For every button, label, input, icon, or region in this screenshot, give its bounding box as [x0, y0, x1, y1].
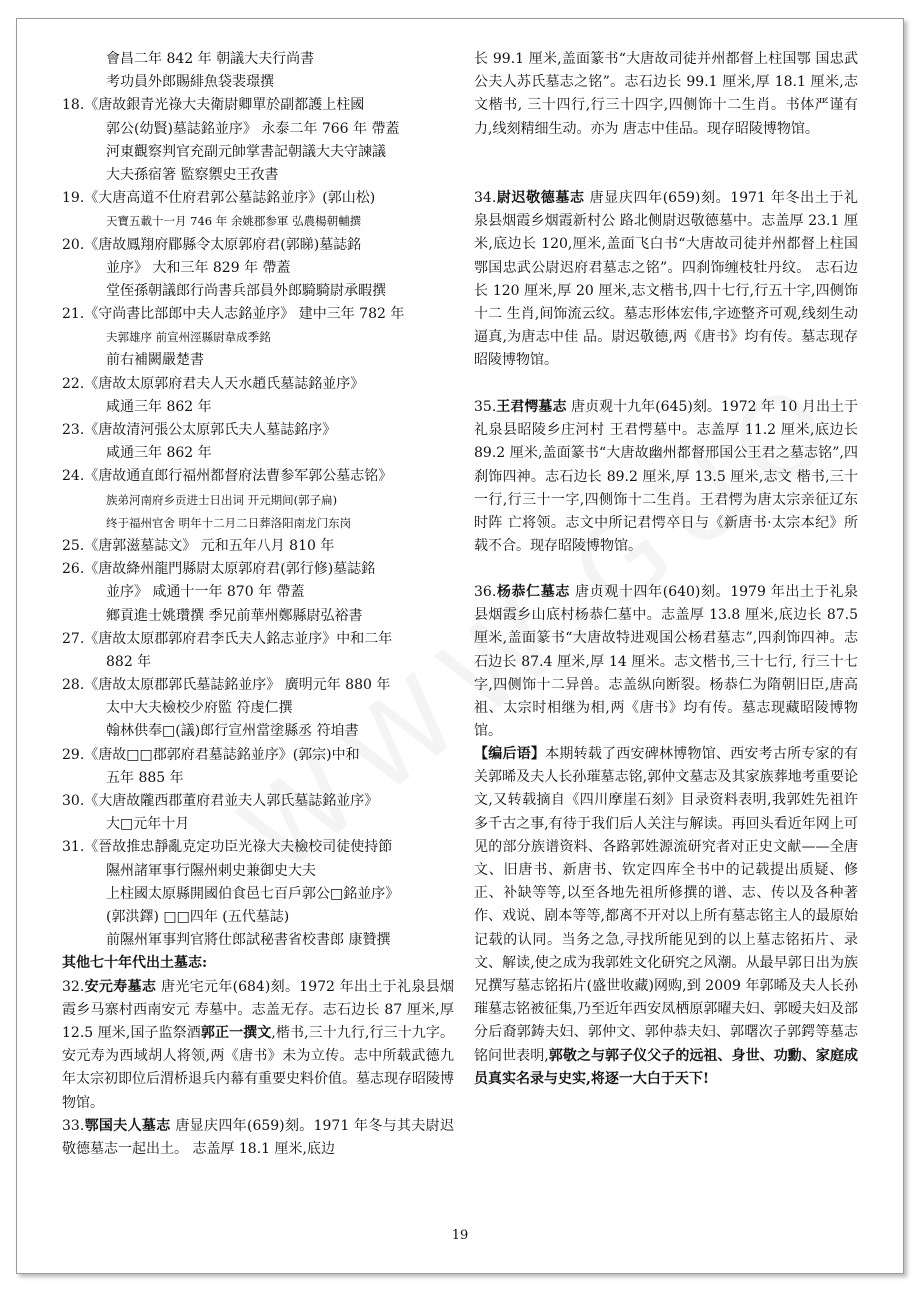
epitaph-list-line: 並序》 大和三年 829 年 帶蓋	[106, 259, 291, 276]
entry-title: 王君愕墓志	[496, 399, 567, 415]
epitaph-list-line: 终于福州官舍 明年十二月二日葬洛阳南龙门东岗	[106, 515, 352, 530]
epitaph-list-line: 考功員外郎賜緋魚袋裴璟撰	[106, 74, 274, 91]
epitaph-list-line: 25.《唐郭滋墓誌文》 元和五年八月 810 年	[62, 537, 335, 554]
epitaph-list-line: 大夫孫宿箸 監察禦史王孜書	[106, 166, 279, 183]
epitaph-list-line: 並序》 咸通十一年 870 年 帶蓋	[106, 584, 305, 601]
epitaph-list-line: 族弟河南府乡贡进士日出词 开元期间(郭子扁)	[106, 492, 338, 507]
epitaph-list-line: 翰林供奉□(議)郎行宣州當塗縣丞 符垍書	[106, 723, 359, 740]
epitaph-list-line: 27.《唐故太原郡郭府君李氏夫人銘志並序》中和二年	[62, 630, 393, 647]
epitaph-list-line: 郭公(幼賢)墓誌銘並序》 永泰二年 766 年 帶蓋	[106, 120, 400, 137]
entry-33-part2: 长 99.1 厘米,盖面篆书“大唐故司徒并州都督上柱国鄂 国忠武公夫人苏氏墓志之铭”。志石边长 99.1 厘米,厚 18.1 厘米,志文楷书, 三十四行,行三十四字,四侧饰十二生肖。书体严谨有力,线刻精细生动。亦为 唐志中佳品。现存昭陵博物馆。	[474, 51, 858, 137]
epitaph-list-line: 21.《守尚書比部郎中夫人志銘並序》 建中三年 782 年	[62, 306, 405, 323]
epitaph-list-line: 23.《唐故清河張公太原郭氏夫人墓誌銘序》	[62, 422, 337, 438]
epitaph-list-line: 上柱國太原縣開國伯食邑七百戶郭公□銘並序》	[106, 885, 400, 902]
page-number: 19	[451, 1228, 469, 1243]
epitaph-list-line: 天寶五載十一月 746 年 余姚郡参軍 弘農楊朝輔撰	[106, 214, 362, 229]
author-name: 郭正一撰文	[200, 1024, 272, 1041]
entry-number: 35.	[474, 399, 497, 415]
epitaph-list-line: 前隰州軍事判官將仕郎試秘書省校書郎 康贊撰	[106, 932, 391, 949]
epitaph-list-line: (郭洪鐸) □□四年 (五代墓誌)	[106, 908, 290, 925]
entry-number: 32.	[62, 978, 85, 995]
afterword-label: 【编后语】	[474, 746, 546, 762]
epitaph-list-line: 28.《唐故太原郡郭氏墓誌銘並序》 廣明元年 880 年	[62, 677, 391, 694]
right-column	[474, 48, 858, 1163]
epitaph-list-line: 鄉貢進士姚瓚撰 季兄前華州鄭縣尉弘裕書	[106, 607, 363, 624]
epitaph-list-line: 19.《大唐高道不仕府君郭公墓誌銘並序》(郭山松)	[62, 190, 376, 207]
entry-title: 尉迟敬德墓志	[496, 190, 585, 206]
epitaph-list-line: 大□元年十月	[106, 816, 190, 833]
other-epitaphs-heading: 其他七十年代出土墓志:	[62, 955, 208, 972]
entry-number: 36.	[474, 584, 497, 600]
epitaph-list-line: 河東觀察判官充副元帥掌書記朝議大夫守諫議	[106, 143, 386, 160]
entry-34: 34.尉迟敬德墓志 唐显庆四年(659)刻。1971 年冬出土于礼泉县烟霞乡烟霞新村公 路北侧尉迟敬德墓中。志盖厚 23.1 厘米,底边长 120,厘米,盖面飞白书“大唐故司徒并州都督上柱国鄂国忠武公尉迟府君墓志之铭”。四刹饰缠枝牡丹纹。 志石边长 120 厘米,厚 20 厘米,志文楷书,四十七行,行五十字,四侧饰十二 生肖,间饰流云纹。墓志形体宏伟,字迹整齐可观,线刻生动逼真,为唐志中佳 品。尉迟敬德,两《唐书》均有传。墓志现存昭陵博物馆。	[474, 190, 858, 369]
epitaph-list-line: 隰州諸軍事行隰州刺史兼御史大夫	[106, 862, 316, 879]
epitaph-list-line: 20.《唐故鳳翔府郿縣令太原郭府君(郭睇)墓誌銘	[62, 236, 362, 253]
epitaph-list-line: 31.《晉故推忠靜亂克定功臣光祿大夫檢校司徒使持節	[62, 839, 393, 856]
epitaph-list-line: 18.《唐故銀青光祿大夫衛尉卿單於副都護上柱國	[62, 97, 365, 114]
entry-35: 35.王君愕墓志 唐贞观十九年(645)刻。1972 年 10 月出土于礼泉县昭陵乡庄河村 王君愕墓中。志盖厚 11.2 厘米,底边长 89.2 厘米,盖面篆书“大唐故幽州都督邢国公王君之墓志铭”,四刹饰四神。志石边长 89.2 厘米,厚 13.5 厘米,志文 楷书,三十一行,行三十一字,四侧饰十二生肖。王君愕为唐太宗亲征辽东时阵 亡将领。志文中所记君愕卒日与《新唐书·太宗本纪》所载不合。现存昭陵博物馆。	[474, 399, 858, 555]
left-lines	[62, 48, 454, 952]
epitaph-list-line: 29.《唐故□□郡郭府君墓誌銘並序》(郭宗)中和	[62, 746, 360, 763]
entry-36: 36.杨恭仁墓志 唐贞观十四年(640)刻。1979 年出土于礼泉县烟霞乡山底村杨恭仁墓中。志盖厚 13.8 厘米,底边长 87.5 厘米,盖面篆书“大唐故特进观国公杨君墓志”,四刹饰四神。志石边长 87.4 厘米,厚 14 厘米。志文楷书,三十七行, 行三十七字,四侧饰十二异兽。志盖纵向断裂。杨恭仁为隋朝旧臣,唐高祖、太宗时相继为相,两《唐书》均有传。墓志现藏昭陵博物馆。	[474, 584, 858, 740]
epitaph-list-line: 882 年	[106, 653, 152, 670]
epitaph-list-line: 咸通三年 862 年	[106, 445, 212, 462]
epitaph-list-line: 太中大夫檢校少府監 符虔仁撰	[106, 700, 293, 717]
afterword: 【编后语】本期转载了西安碑林博物馆、西安考古所专家的有关郭晞及夫人长孙璀墓志铭,郭仲文墓志及其家族葬地考重要论文,又转载摘自《四川摩崖石刻》目录资料表明,我郭姓先祖许多千古之事,有待于我们后人关注与解读。再回头看近年网上可见的部分族谱资料、各路郭姓源流研究者对正史文献——全唐文、旧唐书、新唐书、钦定四库全书中的记载提出质疑、修正、补缺等等,以至各地先祖所修撰的谱、志、传以及各种著作、戏说、剧本等等,都离不开对以上所有墓志铭主人的最原始记载的认同。当务之急,寻找所能见到的以上墓志铭拓片、录文、解读,使之成为我郭姓文化研究之风潮。从最早郭日出为族兄撰写墓志铭拓片(盛世收藏)网购,到 2009 年郭晞及夫人长孙璀墓志铭被征集,乃至近年西安凤栖原郭曜夫妇、郭暧夫妇及部分后裔郭鋳夫妇、郭仲文、郭仲恭夫妇、郭曙次子郭鍔等墓志铭问世表明,郭敬之与郭子仪父子的远祖、身世、功勳、家庭成员真实名录与史实,将逐一大白于天下!	[474, 746, 858, 1087]
entry-title: 鄂国夫人墓志	[84, 1117, 171, 1134]
epitaph-list-line: 堂侄孫朝議郎行尚書兵部員外郎騎騎尉承暇撰	[106, 282, 386, 299]
epitaph-list-line: 24.《唐故通直郎行福州都督府法曹参军郭公墓志铭》	[62, 468, 393, 485]
entry-number: 34.	[474, 190, 497, 206]
entry-title: 杨恭仁墓志	[496, 584, 570, 600]
epitaph-list-line: 夫郭雄序 前宣州涇縣尉韋成季銘	[106, 330, 271, 345]
entry-32: 32.安元寿墓志 唐光宅元年(684)刻。1972 年出土于礼泉县烟霞乡马寨村西南安元 寿墓中。志盖无存。志石边长 87 厘米,厚 12.5 厘米,国子监祭酒郭正一撰文,楷书,三十九行,行三十九字。安元寿为西域胡人将领,两《唐书》未为立传。志中所载武德九年太宗初即位后渭桥退兵内幕有重要史料价值。墓志现存昭陵博物馆。	[62, 978, 454, 1111]
entry-title: 安元寿墓志	[84, 978, 157, 995]
left-column	[62, 48, 454, 1161]
epitaph-list-line: 五年 885 年	[106, 769, 184, 786]
epitaph-list-line: 前右補闕嚴楚書	[106, 352, 204, 369]
entry-33-part1: 33.鄂国夫人墓志 唐显庆四年(659)刻。1971 年冬与其夫尉迟敬德墓志一起出土。 志盖厚 18.1 厘米,底边	[62, 1117, 454, 1157]
epitaph-list-line: 22.《唐故太原郭府君夫人天水趙氏墓誌銘並序》	[62, 375, 365, 392]
afterword-conclusion: 郭敬之与郭子仪父子的远祖、身世、功勳、家庭成员真实名录与史实,将逐一大白于天下!	[474, 1047, 858, 1087]
epitaph-list-line: 30.《大唐故隴西郡董府君並夫人郭氏墓誌銘並序》	[62, 793, 379, 809]
entry-number: 33.	[62, 1117, 85, 1134]
epitaph-list-line: 會昌二年 842 年 朝議大夫行尚書	[106, 51, 315, 67]
epitaph-list-line: 26.《唐故絳州龍門縣尉太原郭府君(郭行修)墓誌銘	[62, 561, 376, 578]
epitaph-list-line: 咸通三年 862 年	[106, 398, 212, 415]
